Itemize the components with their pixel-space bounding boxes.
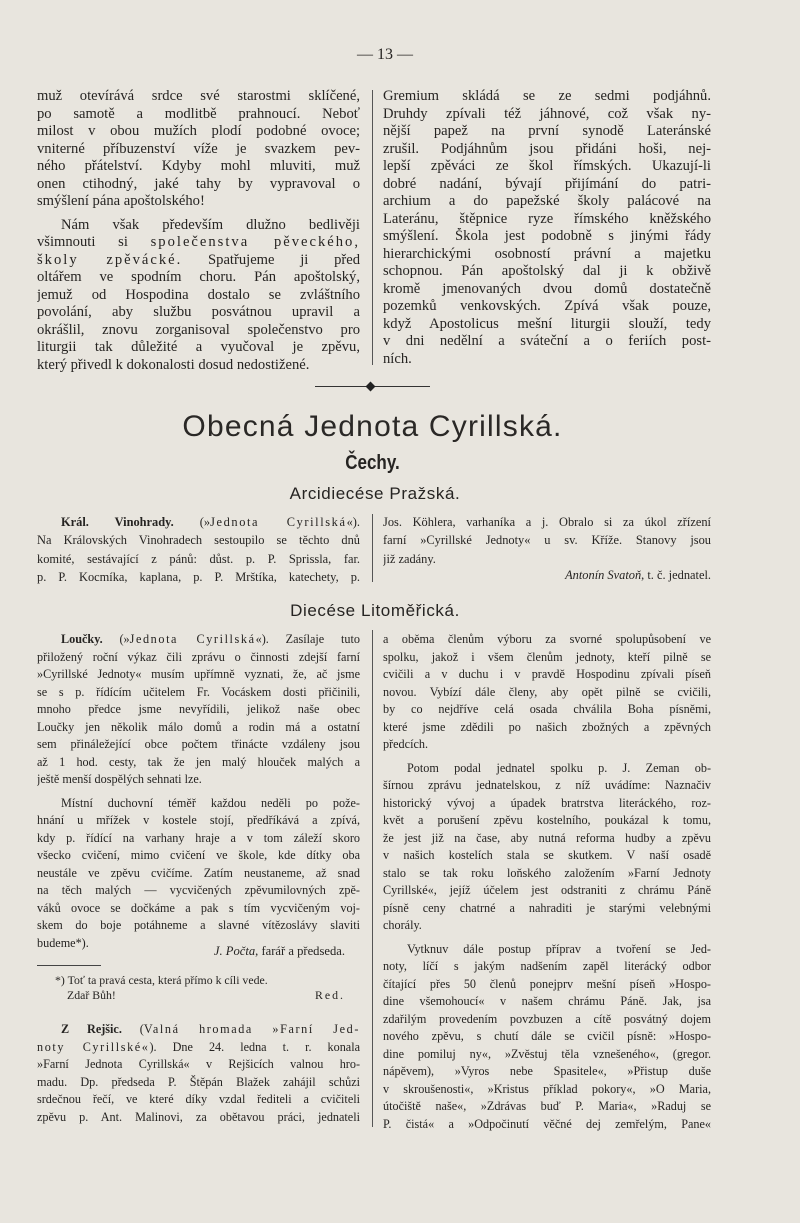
- paragraph: [37, 1021, 360, 1126]
- paragraph: [383, 941, 711, 1134]
- text-line: »Cyrillské Jednoty« musím upřímně vyznati, že, ač jsme: [37, 667, 360, 681]
- text-line: na těch malých — vycvičených zpěvumilovných zpě-: [37, 883, 360, 897]
- text-line: a oběma členům výboru za svorné spolupůsobení ve: [383, 632, 711, 646]
- text-line: vniterné příbuzenství víže je svazkem pev-: [37, 140, 360, 157]
- article-column-left: [37, 88, 360, 374]
- text-line: Potom podal jednatel spolku p. J. Zeman ob-: [407, 760, 711, 775]
- text-line: hnání u mřížek v kostele stojí, předříkává a zpívá,: [37, 813, 360, 827]
- text-line: nější papež na první synodě Lateránské: [383, 123, 711, 139]
- text-line: písně ceny chatrné a nahraditi je starými velebnými: [383, 900, 711, 915]
- text-line: madu. Dp. předseda P. Štěpán Blažek zahájil schůzi: [37, 1074, 360, 1089]
- footnote-signature: Red.: [315, 988, 345, 1002]
- text-line: Jos. Köhlera, varhaníka a j. Obralo si za úkol zřízení: [383, 515, 711, 529]
- text-line: které jsme zdědili po našich zbožných a zpěvných: [383, 719, 711, 734]
- report-loucky: [37, 631, 360, 952]
- text-line: mnoho předce jsme nevyřídili, jelikož naše obec: [37, 702, 360, 716]
- text-line: ného přátelství. Kdyby mohl mluviti, muž: [37, 158, 360, 174]
- text-line: P. čistá« a »Odpočinutí věčné dej zemřelým, Pane«: [383, 1116, 711, 1131]
- report-place-name: Loučky.: [61, 632, 103, 646]
- text-line: Cyrillské«, jejíž účelem jest odstraniti z chrámu Páně: [383, 883, 711, 897]
- paragraph: [383, 88, 711, 368]
- column-divider: [372, 514, 373, 582]
- paragraph: [37, 217, 360, 375]
- text-line: smýšlení pána apoštolského!: [37, 193, 205, 209]
- text-line: když Apostolicus mešní liturgii slouží, tedy: [383, 315, 711, 332]
- article-column-right: [383, 88, 711, 368]
- text-segment: «). Zasílaje tuto: [255, 632, 360, 646]
- report-vinohrady-right: [383, 513, 711, 568]
- text-line: dine všemohoucí« v našem chrámu Páně. Jak, jsa: [383, 994, 711, 1008]
- signature-loucky: [37, 944, 345, 959]
- text-line: by co nejdříve celá osada chválila Boha písněmi,: [383, 702, 711, 716]
- text-line: povolání, aby službu posvátnou upravil a: [37, 304, 360, 320]
- text-line: v našich kostelích stala se skutkem. V naší osadě: [383, 848, 711, 862]
- text-line: Druhdy zpívali též jáhnové, což však ny-: [383, 105, 711, 122]
- report-rejsic: [37, 1021, 360, 1126]
- footnote: [55, 973, 345, 1003]
- text-line: spolku, jakož i všem členům jednoty, kteří pilně se: [383, 649, 711, 664]
- text-line: se s p. řídícím učitelem Fr. Vocáskem dosti přičinili,: [37, 684, 360, 699]
- text-line: »Farní Jednota Cyrillská« v Rejšicích valnou hro-: [37, 1057, 360, 1071]
- text-line: okrášlil, znovu zorganisoval společenstvo pro: [37, 321, 360, 338]
- text-line: muž otevírává srdce své starostmi sklíčené,: [37, 88, 360, 104]
- text-line: neustále ve zpěvu cvičíme. Zatím neustaneme, až snad: [37, 865, 360, 880]
- text-line: dobré nadání, bývají přijímání do patri-: [383, 175, 711, 192]
- signature-role: , farář a předseda.: [255, 944, 345, 958]
- text-segment: Spatřujeme ji před: [182, 251, 360, 268]
- spaced-emphasis: noty Cyrillské«: [37, 1039, 150, 1054]
- text-line: novou. Vybízí dále členy, aby opět pilně se cvičili,: [383, 684, 711, 699]
- text-line: dine pomiluj ny«, »Zvěstuj těla vznešeného«, (gregor.: [383, 1046, 711, 1061]
- text-line: čítající přes 50 členů ponejprv mešní píseň »Hospo-: [383, 976, 711, 991]
- section-title: Obecná Jednota Cyrillská.: [182, 410, 563, 443]
- text-line: smýšlení. Škola jest podobně s jinými řády: [383, 228, 711, 244]
- text-segment: (»: [173, 515, 211, 529]
- text-line: Místní duchovní téměř každou neděli po pože-: [61, 795, 360, 810]
- text-line: lepší zpěváci ze škol římských. Ukazují-li: [383, 158, 711, 174]
- column-divider: [372, 630, 373, 1127]
- report-place-name: Z Rejšic.: [61, 1022, 122, 1036]
- text-line: farní »Cyrillské Jednoty« u sv. Kříže. Stanovy jsou: [383, 533, 711, 548]
- text-line: Gremium skládá se ze sedmi podjáhnů.: [383, 88, 711, 104]
- text-line: v dni nedělní a sváteční a o feriích post-: [383, 333, 711, 349]
- footnote-line: *) Toť ta pravá cesta, která přímo k cíli vede.: [55, 973, 268, 987]
- paragraph: [383, 760, 711, 935]
- text-line: který přivedl k dokonalosti dosud nedostižené.: [37, 356, 310, 373]
- spaced-emphasis: školy zpěvácké.: [37, 251, 183, 268]
- page-number: — 13 —: [357, 46, 413, 63]
- text-line: milost v obou mužích plodí podobné ovoce;: [37, 123, 360, 139]
- text-line: skem do boje potáhneme a slavné vítězoslávy slaviti: [37, 918, 360, 932]
- text-line: Lateránu, štěpnice ryze římského kněžského: [383, 210, 711, 227]
- diocese-heading-litomerice: Diecése Litoměřická.: [290, 601, 460, 620]
- text-line: předcích.: [383, 737, 429, 751]
- text-line: chorály.: [383, 918, 422, 932]
- text-line: [37, 631, 360, 649]
- region-heading: Čechy.: [345, 452, 400, 474]
- text-line: budeme*).: [37, 935, 89, 950]
- text-line: již zadány.: [383, 551, 436, 566]
- paragraph: [37, 513, 360, 586]
- text-line: šírnou zprávu jednatelskou, z níž uvádíme: Naznačiv: [383, 778, 711, 792]
- text-segment: ). Dne 24. ledna t. r. konala: [149, 1039, 360, 1054]
- text-line: Na Královských Vinohradech sestoupilo se těchto dnů: [37, 533, 360, 548]
- text-line: až 1 hod. cesty, tak že jen malý hlouček malých a: [37, 754, 360, 769]
- text-line: zdařilým provedením povzbuzen a cítě posvátný dojem: [383, 1011, 711, 1026]
- text-line: [37, 1021, 360, 1039]
- text-line: [37, 234, 360, 252]
- text-line: archium a do papežské školy palácové na: [383, 193, 711, 209]
- text-line: liturgii tak důležité a vyučoval je zpěvu,: [37, 339, 360, 355]
- text-line: útočiště naše«, »Zdrávas buď P. Maria«, »Raduj se: [383, 1099, 711, 1113]
- text-line: kdy p. řídící na varhany hraje a v tom záleží skoro: [37, 830, 360, 845]
- text-line: komité, sestávající z pánů: důst. p. P. Sprissla, far.: [37, 551, 360, 566]
- footnote-line: Zdař Bůh!: [67, 988, 116, 1002]
- text-line: Nám však především dlužno bedlivěji: [61, 216, 360, 233]
- text-line: nového zpěvu, s chutí dále se cvičil písně: »Hospo-: [383, 1029, 711, 1043]
- text-segment: «).: [346, 515, 360, 529]
- text-line: všecko cvičení, mimo cvičení ve škole, kde dítky oba: [37, 848, 360, 862]
- text-line: ještě menší dospělých sehnati lze.: [37, 772, 202, 786]
- text-line: ních.: [383, 350, 412, 367]
- signature-role: , t. č. jednatel.: [641, 568, 711, 582]
- column-divider: [372, 90, 373, 365]
- text-line: sem přináležející obce počtem třinácte vzdáleny jsou: [37, 737, 360, 751]
- text-line: nápěvem), »Vyros nebe Spasitele«, »Přistup duše: [383, 1064, 711, 1078]
- text-line: schopnou. Pán apoštolský dal ji k obživě: [383, 263, 711, 279]
- text-line: noty, líčí s jakým nadšením zapěl literácký odbor: [383, 959, 711, 973]
- footnote-rule: [37, 965, 101, 966]
- spaced-emphasis: Jednota Cyrillská: [129, 632, 256, 646]
- signature-name: J. Počta: [213, 944, 256, 958]
- report-place-name: Král. Vinohrady.: [61, 515, 174, 529]
- paragraph: [383, 631, 711, 754]
- text-line: že jest již na čase, aby nutná reforma hudby a zpěvu: [383, 830, 711, 845]
- text-line: Loučky jen několik málo domů a rodin má a ostatní: [37, 719, 360, 734]
- text-line: cvičili a v duchu i v pravdě Hospodinu zpívali píseň: [383, 667, 711, 681]
- text-line: p. P. Kocmíka, kaplana, p. P. Mrštíka, katechety, p.: [37, 569, 360, 584]
- text-segment: všimnouti si: [37, 234, 151, 250]
- text-line: jemuž od Hospodina dostalo se zvláštního: [37, 286, 360, 303]
- text-line: [37, 513, 360, 531]
- text-line: Vytknuv dále postup příprav a tvoření se Jed-: [407, 941, 711, 956]
- text-line: [37, 1039, 360, 1057]
- spaced-emphasis: Jednota Cyrillská: [210, 515, 347, 529]
- paragraph: [37, 631, 360, 789]
- report-vinohrady-left: [37, 513, 360, 586]
- text-line: historický vývoj a úpadek bratrstva literáckého, roz-: [383, 795, 711, 810]
- report-rejsic-continued: [383, 631, 711, 1133]
- text-segment: (: [121, 1022, 144, 1036]
- text-line: [37, 252, 360, 270]
- signature-name: Antonín Svatoň: [565, 568, 642, 582]
- paragraph: [37, 88, 360, 211]
- text-line: hierarchickými osobností právní a majetku: [383, 245, 711, 262]
- text-line: váků ovoce se dočkáme a pak s tím vycvičeným voj-: [37, 900, 360, 915]
- text-line: pozemků venkovských. Zpívá však pouze,: [383, 298, 711, 314]
- paragraph: [383, 513, 711, 568]
- text-line: oltářem ve spodním choru. Pán apoštolský,: [37, 269, 360, 285]
- text-line: zrušil. Podjáhnům jsou přidáni hoši, nej-: [383, 140, 711, 157]
- text-segment: (»: [102, 632, 130, 646]
- ornament-diamond-icon: [366, 382, 376, 392]
- spaced-emphasis: Valná hromada »Farní Jed-: [143, 1022, 360, 1036]
- paragraph: [37, 795, 360, 953]
- text-line: stalo se tak roku loňského založením »Farní Jednoty: [383, 865, 711, 880]
- text-line: zpěvu p. Ant. Malinovi, za obětavou práci, jednateli: [37, 1109, 360, 1124]
- diocese-heading-prague: Arcidiecése Pražská.: [289, 484, 461, 503]
- spaced-emphasis: společenstva pěveckého,: [150, 234, 360, 250]
- text-line: onen ctihodný, jaké tahy by vypravoval o: [37, 175, 360, 192]
- text-line: v skroušenosti«, »Kristus příklad pokory«, »O Maria,: [383, 1081, 711, 1096]
- text-line: květ a porušení zpěvu kostelního, poukázal k tomu,: [383, 813, 711, 827]
- text-line: přiložený roční výkaz čili zprávu o činnosti zdejší farní: [37, 649, 360, 664]
- signature-vinohrady: [383, 568, 711, 583]
- text-line: kromě jmenovaných dvou domů dostatečně: [383, 280, 711, 297]
- text-line: po samotě a modlitbě prahnoucí. Neboť: [37, 105, 360, 122]
- text-line: srdečnou řečí, ve které díky vzdal řediteli a cvičiteli: [37, 1092, 360, 1106]
